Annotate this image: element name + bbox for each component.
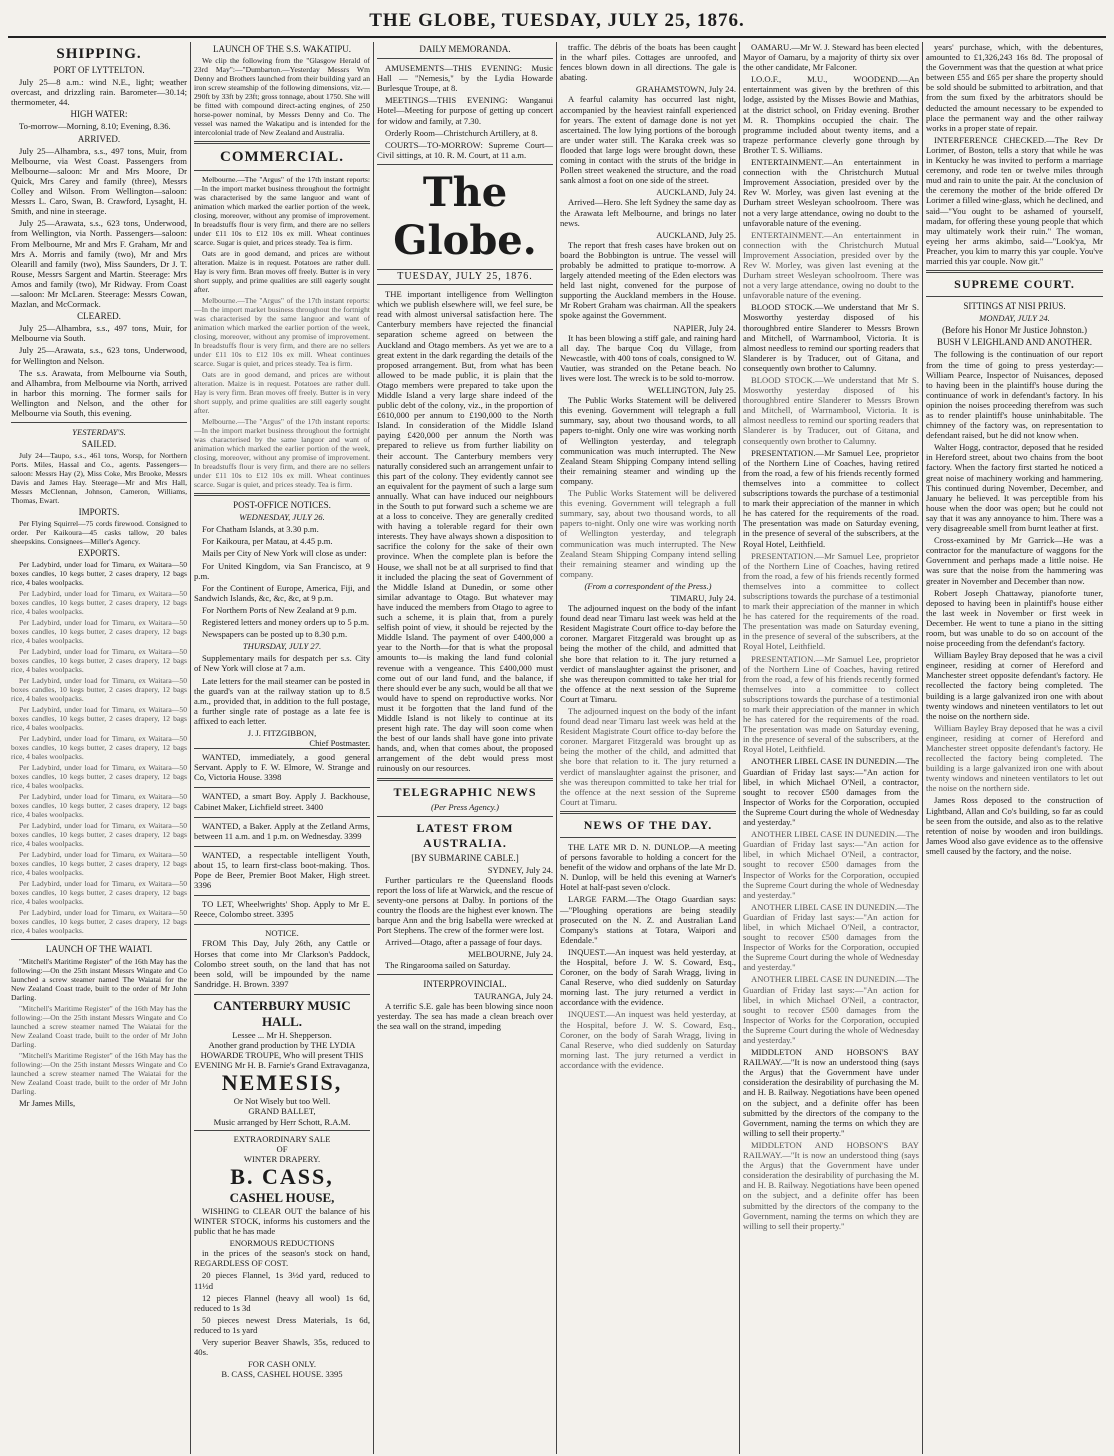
shipping-note: The s.s. Arawata, from Melbourne via South, and Alhambra, from Melbourne via North, arrived in harbor this morning. The former sails for Wellington and Nelson, and the other for Melbourne via South, this evening. [11,367,187,418]
notice-heading: NOTICE. [265,928,299,939]
exports-entry: Per Ladybird, under load for Timaru, ex Waitara—50 boxes candles, 10 kegs butter, 2 cases drapery, 12 bags rice, 4 bales woolpacks. [11,821,187,849]
high-water-label: HIGH WATER: [70,109,128,120]
sale-cash: FOR CASH ONLY. [248,1359,316,1370]
court-text: Walter Hogg, contractor, deposed that he resided in Hereford street, about two chains from the boot factory. When the factory first started he noticed a great noise of machinery working and hammering. This continued during November, December, and January he believed. It was perceptible from his house when the door was open; but he could not say that it was any annoyance to him. There was a very disagreeable smell from burnt leather at first. [926,442,1103,534]
music-hall-music: Music arranged by Herr Schott, R.A.M. [213,1116,351,1127]
tauranga-text: A terrific S.E. gale has been blowing since noon yesterday. The sea has made a clean breach over the sea wall on the strand, impeding [377,1000,553,1032]
exports-entry: Per Ladybird, under load for Timaru, ex Waitara—50 boxes candles, 10 kegs butter, 2 cases drapery, 12 bags rice, 4 bales woolpacks. [11,676,187,704]
music-hall-show-sub: Or Not Wisely but too Well. [233,1096,331,1107]
sale-house: CASHEL HOUSE, [229,1189,335,1205]
postoffice-item: Registered letters and money orders up to 5 p.m. [202,617,370,628]
wanted-ad-text: WANTED, a respectable intelligent Youth, about 15, to learn first-class boot-making. Thos. Pope de Beer, Premier Boot Maker, High street. 3396 [194,849,370,891]
tauranga-dateline: TAURANGA, July 24. [473,990,553,1001]
globe-title: The Globe. [393,168,537,264]
court-text: James Ross deposed to the construction of Lightband, Allan and Co's building, so far as could be seen from the outside, and also as to the relative retention of noise by wooden and iron buildings. James Wood also gave evidence as to the offensive smell caused by the factory, and the noise. [926,795,1103,856]
auckland-dateline-2: AUCKLAND, July 25. [656,229,736,240]
sale-item: 12 pieces Flannel (heavy all wool) 1s 6d, reduced to 1s 3d [194,1292,370,1313]
news-item: INQUEST.—An inquest was held yesterday, at the Hospital, before J. W. S. Coward, Esq., Coroner, on the body of Sarah Wragg, living in Canal Reserve, who died suddenly on Saturday morning last. The jury returned a verdict in accordance with the evidence. [560,1009,736,1070]
exports-entry: Per Ladybird, under load for Timaru, ex Waitara—50 boxes candles, 10 kegs butter, 2 cases drapery, 12 bags rice, 4 bales woolpacks. [11,850,187,878]
wanted-ad [194,787,370,816]
postoffice-item: For Kaikoura, per Matau, at 4.45 p.m. [202,536,333,547]
wanted-ad [194,817,370,846]
masthead: THE GLOBE, TUESDAY, JULY 25, 1876. [8,6,1106,38]
weather-report: July 25—8 a.m.: wind N.E., light; weather overcast, and drizzling rain. Barometer—30.14; thermometer, 44. [11,77,187,108]
music-hall-ad [194,994,370,1130]
telegraphic-heading: TELEGRAPHIC NEWS [393,784,537,799]
exports-entry: Per Ladybird, under load for Timaru, ex Waitara—50 boxes candles, 10 kegs butter, 2 cases drapery, 12 bags rice, 4 bales woolpacks. [11,560,187,588]
sydney-dateline: SYDNEY, July 24. [487,864,553,875]
shipping-heading: SHIPPING. [56,46,142,62]
postoffice-item: Mails per City of New York will close as under: [202,548,367,559]
exports-entry: Per Ladybird, under load for Timaru, ex Waitara—50 boxes candles, 10 kegs butter, 2 cases drapery, 12 bags rice, 4 bales woolpacks. [11,647,187,675]
wellington-dateline: WELLINGTON, July 25. [647,385,736,396]
judge-sub: (Before his Honor Mr Justice Johnston.) [942,325,1087,336]
postoffice-day: WEDNESDAY, JULY 26. [239,512,325,523]
melbourne-dateline: MELBOURNE, July 24. [468,949,553,960]
postoffice-day: THURSDAY, JULY 27. [242,641,322,652]
news-item: THE LATE MR D. N. DUNLOP.—A meeting of persons favorable to holding a concert for the benefit of the widow and orphans of the late Mr D. N. Dunlop, will be held this evening at Warner's Hotel at half-past seven o'clock. [560,841,736,893]
port-subheading: PORT OF LYTTELTON. [53,65,145,75]
music-hall-text: Another grand production by THE LYDIA HOWARDE TROUPE, Who will present THIS EVENING Mr H. B. Farnie's Grand Extravaganza, [194,1040,370,1071]
libel-case-text: ANOTHER LIBEL CASE IN DUNEDIN.—The Guardian of Friday last says:—"An action for libel, in which Michael O'Neil, a contractor, sought to recover £500 damages from the Inspector of Works for the Corporation, occupied the Supreme Court during the whole of Wednesday and yesterday." [743,901,919,973]
libel-case-text: ANOTHER LIBEL CASE IN DUNEDIN.—The Guardian of Friday last says:—"An action for libel, in which Michael O'Neil, a contractor, sought to recover £500 damages from the Inspector of Works for the Corporation, occupied the Supreme Court during the whole of Wednesday and yesterday." [743,829,919,900]
launch-waiati-text: "Mitchell's Maritime Register" of the 16th May has the following:—On the 25th instant Messrs Wingate and Co launched a screw steamer named The Waiatai for the New Zealand Coast trade, built to the order of Mr John Darling. [11,1003,187,1049]
high-water-times: To-morrow—Morning, 8.10; Evening, 8.36. [19,121,171,132]
column-2 [191,42,374,1454]
exports-entry: Per Ladybird, under load for Timaru, ex Waitara—50 boxes candles, 10 kegs butter, 2 cases drapery, 12 bags rice, 4 bales woolpacks. [11,705,187,733]
imports-label: IMPORTS. [78,507,120,518]
railway-text: MIDDLETON AND HOBSON'S BAY RAILWAY.—"It is now an understood thing (says the Argus) that the Government have under consideration the desirability of purchasing the M. and H. B. Railway. Negotiations have been opened on the subject, and a definite offer has been submitted by the directors of the company to the Government, naming the terms on which they are willing to sell their property." [743,1047,919,1138]
railway-text: MIDDLETON AND HOBSON'S BAY RAILWAY.—"It is now an understood thing (says the Argus) that the Government have under consideration the desirability of purchasing the M. and H. B. Railway. Negotiations have been opened on the subject, and a definite offer has been submitted by the directors of the company to the Government, naming the terms on which they are willing to sell their property." [743,1139,919,1231]
to-let-text: TO LET, Wheelwrights' Shop. Apply to Mr E. Reece, Colombo street. 3395 [194,899,370,920]
postmaster-name: J. J. FITZGIBBON, [247,727,317,738]
sittings-sub: SITTINGS AT NISI PRIUS. [963,301,1066,312]
exports-entry: Per Ladybird, under load for Timaru, ex Waitara—50 boxes candles, 10 kegs butter, 2 cases drapery, 12 bags rice, 4 bales woolpacks. [11,879,187,907]
correspondent-sub: (From a correspondent of the Press.) [584,580,712,591]
telegraphic-sub: (Per Press Agency.) [430,801,499,812]
interprovincial-heading: INTERPROVINCIAL. [423,978,507,989]
blood-stock-text: BLOOD STOCK.—We understand that Mr S. Mosworthy yesterday disposed of his thoroughbred entire Slanderer to Messrs Brown and Mitchell, of Warrnambool, Victoria. It is almost needless to remind our sporting readers that Slanderer is by Traducer, out of Gitana, and consequently own brother to Calumny. [743,375,919,446]
timaru-dateline: TIMARU, July 24. [670,592,736,603]
music-hall-ballet: GRAND BALLET, [248,1106,316,1117]
sydney-text: Further particulars re the Queensland floods report the loss of life at Warwick, and the rescue of seventy-one persons at Dalby. In portions of the country the floods are the highest ever known. The barque Ann and the brig Isabella were wrecked at Port Stephens. The crew of the former were lost. [377,874,553,936]
notice-ad [194,924,370,994]
latest-heading: LATEST FROM AUSTRALIA. [416,820,514,850]
wanted-ad-text: WANTED, immediately, a good general Servant. Apply to F. W. Elmore, W. Strange and Co, Victoria House. 3398 [194,752,370,783]
supreme-heading: SUPREME COURT. [954,277,1075,292]
sale-name: B. CASS, [230,1163,334,1189]
commercial-text: Melbourne.—The "Argus" of the 17th instant reports:—In the import market business throughout the fortnight was characterised by the same languor and want of animation which marked the earlier portion of the week, closing, moreover, without any promise of improvement. In breadstuffs flour is very firm, and there are no sellers under £11 10s to £12 10s ex mill. Wheat continues scarce. Sugar is quiet, and prices steady. Tea is firm. [194,296,370,369]
exports-label: EXPORTS. [78,548,120,559]
arrived-entry: July 25—Arawata, s.s., 623 tons, Underwood, from Wellington, via North. Passengers—saloon: From Melbourne, Mr and Mrs F. Graham, Mr and Mrs A. Morris and family (two), Mr and Mrs Olearill and family (two), Miss Saunders, Dr J. T. Rouse, Messrs Sargent and Martin. Steerage: Mrs Amos and family (two), Mr Ridway. From Coast—saloon: Mr McLaren. Steerage: Messrs Cowan, Mazlan, and McCormack. [11,218,187,310]
postoffice-item: For United Kingdom, via San Francisco, at 9 p.m. [194,560,370,581]
commercial-text: Melbourne.—The "Argus" of the 17th instant reports:—In the import market business throughout the fortnight was characterised by the same languor and want of animation which marked the earlier portion of the week, closing, moreover, without any promise of improvement. In breadstuffs flour is very firm, and there are no sellers under £11 10s to £12 10s ex mill. Wheat continues scarce. Sugar is quiet, and prices steady. Tea is firm. [194,417,370,490]
court-text: Robert Joseph Chattaway, pianoforte tuner, deposed to having been in plaintiff's house either the last week in November or first week in December. He went to tune a piano in the sitting room, but was unable to do so on account of the noise proceeding from the defendant's factory. [926,587,1103,649]
sale-footer: B. CASS, CASHEL HOUSE. 3395 [221,1369,343,1380]
wellington-text: The Public Works Statement will be delivered this evening. Government will telegraph a full summary, say, about two thousand words, to all papers to-night. Only one wire was working north of Wellington yesterday, and telegraph communication was much interrupted. The New Zealand Steam Shipping Company intend selling their remaining steamer and winding up the company. [560,395,736,486]
presentation-text: PRESENTATION.—Mr Samuel Lee, proprietor of the Northern Line of Coaches, having retired from the road, a few of his friends recently formed themselves into a committee to collect subscriptions towards the purchase of a testimonial to mark their appreciation of the manner in which he has catered for the requirements of the road. The presentation was made on Saturday evening, in the presence of several of the subscribers, at the Royal Hotel, Leithfield. [743,653,919,755]
sale-item: 20 pieces Flannel, 1s 3½d yard, reduced to 11½d [194,1270,370,1291]
exports-entry: Per Ladybird, under load for Timaru, ex Waitara—50 boxes candles, 10 kegs butter, 2 cases drapery, 12 bags rice, 4 bales woolpacks. [11,763,187,791]
launch-waiati-text: "Mitchell's Maritime Register" of the 16th May has the following:—On the 25th instant Messrs Wingate and Co launched a screw steamer named The Waiatai for the New Zealand Coast trade, built to the order of Mr John Darling. [11,1050,187,1096]
column-5 [740,42,923,1454]
napier-text: It has been blowing a stiff gale, and raining hard all day. The barque Coq du Village, from Newcastle, with 400 tons of coals, consigned to W. Vautier, was stranded on the Petane beach. No lives were lost. The wreck is to be sold to-morrow. [560,332,736,383]
presentation-text: PRESENTATION.—Mr Samuel Lee, proprietor of the Northern Line of Coaches, having retired from the road, a few of his friends recently formed themselves into a committee to collect subscriptions towards the purchase of a testimonial to mark their appreciation of the manner in which he has catered for the requirements of the road. The presentation was made on Saturday evening, in the presence of several of the subscribers, at the Royal Hotel, Leithfield. [743,447,919,549]
court-text: William Bayley Bray deposed that he was a civil engineer, residing at corner of Hereford and Manchester street opposite defendant's factory. He recollected the factory being completed. The building is a large galvanized iron one with about twenty windows and nineteen ventilators to let out the noise on the northern side. [926,722,1103,794]
memoranda-orderly: Orderly Room—Christchurch Artillery, at 8. [385,127,538,138]
news-item: INQUEST.—An inquest was held yesterday, at the Hospital, before J. W. S. Coward, Esq., Coroner, on the body of Sarah Wragg, living in Canal Reserve, who died suddenly on Saturday morning last. The jury returned a verdict in accordance with the evidence. [560,946,736,1008]
memoranda-amusements: AMUSEMENTS—THIS EVENING: Music Hall — "Nemesis," by the Lydia Howarde Burlesque Troupe, at 8. [377,63,553,94]
postmaster-title: Chief Postmaster. [309,738,370,749]
commercial-text: Oats are in good demand, and prices are without alteration. Maize is in request. Potatoes are rather dull. Hay is very firm. Bran moves off freely. Butter is in very short supply, and prime qualities are still eagerly sought after. [194,249,370,295]
news-heading: NEWS OF THE DAY. [583,817,713,832]
sale-item: Very superior Beaver Shawls, 35s, reduced to 40s. [194,1337,370,1358]
sale-text2: in the prices of the season's stock on hand, REGARDLESS OF COST. [194,1248,370,1269]
exports-entry: Per Ladybird, under load for Timaru, ex Waitara—50 boxes candles, 10 kegs butter, 2 cases drapery, 12 bags rice, 4 bales woolpacks. [11,908,187,936]
yesterdays-label: YESTERDAY'S. [72,427,126,438]
footer-name: Mr James Mills, [19,1097,76,1108]
wanted-ad-text: WANTED, a smart Boy. Apply J. Backhouse, Cabinet Maker, Lichfield street. 3400 [194,791,370,812]
case-sub: BUSH V LEIGHLAND AND ANOTHER. [937,337,1092,348]
wanted-ad [194,846,370,895]
notice-text: FROM This Day, July 26th, any Cattle or Horses that come into Mr Clarkson's Paddock, Colombo street south, on the land that has not been sold, will be impounded by the name Sandridge. H. Brown. 3397 [194,938,370,989]
auckland-dateline: AUCKLAND, July 24. [656,187,736,198]
oddfellows-text: I.O.O.F., M.U., WOODEND.—An entertainment was given by the brethren of this lodge, assisted by the Misses Bowie and Mathias, at the district school, on Friday evening. Brother M. R. Thompkins occupied the chair. The programme included about twenty items, and a trapeze performance cleverly gone through by Brother T. S. Williams. [743,74,919,155]
sale-of: OF [276,1143,288,1154]
postoffice-item: Newspapers can be posted up to 8.30 p.m. [202,629,348,640]
sale-ad [194,1130,370,1383]
napier-dateline: NAPIER, July 24. [673,322,736,333]
memoranda-courts: COURTS—TO-MORROW: Supreme Court—Civil sittings, at 10. R. M. Court, at 11 a.m. [377,139,553,160]
cleared-entry: July 25—Arawata, s.s., 623 tons, Underwood, for Wellington and Nelson. [11,345,187,366]
postoffice-item: For the Continent of Europe, America, Fiji, and Sandwich Islands, &c, &c, &c, at 9 p.m. [194,582,370,603]
sailed-entry: July 24—Taupo, s.s., 461 tons, Worsp, for Northern Ports. Miles, Hassal and Co., agents. Passengers—saloon: Messrs Hay (2), Miss Coke, Mrs Brooke, Messrs Davis and James Hay. Steerage—Mr and Mrs Hall, Messrs McClennan, Johnson, Cameron, Williams, Thomas, Ewart. [11,451,187,506]
to-let-ad [194,895,370,924]
tauranga-continued: traffic. The débris of the boats has been caught in the wharf piles. Cottages are unroofed, and fences blown down in all directions. The gale is abating. [560,42,736,83]
postoffice-item: For Chatham Islands, at 3.30 p.m. [202,524,319,535]
wellington-text: The Public Works Statement will be delivered this evening. Government will telegraph a full summary, say, about two thousand words, to all papers to-night. Only one wire was working north of Wellington yesterday, and telegraph communication was much interrupted. The New Zealand Steam Shipping Company intend selling their remaining steamer and winding up the company. [560,488,736,579]
cleared-label: CLEARED. [77,311,121,322]
graham-text: A fearful calamity has occurred last night, accompanied by the heaviest rainfall experienced for years. The extent of damage done is not yet ascertained. The low lying portions of the borough are under water still. The Karaka creek was so flooded that large logs were brought down, these coming in contact with the struts of the bridge in Pollen street weakened the structure, and the road sank almost a foot on one side of the street. [560,94,736,186]
column-3 [374,42,557,1454]
melbourne-text: The Ringarooma sailed on Saturday. [385,959,511,970]
music-hall-show: NEMESIS, [221,1070,343,1096]
sale-winter: WINTER DRAPERY. [243,1153,321,1164]
monday-sub: MONDAY, JULY 24. [979,313,1050,324]
imports-entry: Per Flying Squirrel—75 cords firewood. Consigned to order. Per Kaikoura—45 casks tallow, 20 bales sheepskins. Consignees—Miller's Agency. [11,519,187,547]
postoffice-item: For Northern Ports of New Zealand at 9 p.m. [202,604,357,615]
leader-text: THE important intelligence from Wellington which we publish elsewhere will, we feel sure, be read with almost universal satisfaction here. The Canterbury members have rejected the financial separation scheme agreed on between the Auckland and Otago members. As yet we are to a great extent in the dark regarding the details of the proposed arrangement. But, from what has been allowed to be made public, it is plain that the Otago members were prepared to take upon the Middle Island a very large share indeed of the public debt of the colony, viz., in the proportion of £610,000 per annum to £190,000 to the North Island. In consideration of the Middle Island paying £420,000 per annum the North was prepared to relieve us from further liability on their account. The Canterbury members very naturally considered such an arrangement unfair to this part of the colony. They evidently cannot see an equivalent for the payment of such a large sum annually. What can have induced our neighbours in the South to put forward such a scheme we are at a loss to conceive. They are generally credited with having a tolerable regard for their own interests. They have always shown a disposition to sacrifice the colony for the sake of their own province. When the complete plan is before the House, we shall not be at all surprised to find that it included the placing the seat of Government of the Middle Island at Dunedin, or some other similar advantage to Otago. But whatever may have induced the members from Otago to agree to such a scheme, it is plain that, from a purely selfish point of view, it should be rejected by the Middle Island. The payment of over £400,000 a year to the North—for that is what the proposal amounts to—is making the land fund colonial revenue with a vengeance. This £400,000 must come out of our land fund, and the balance, if there should ever be any such, would be all that we would have to spend on reproductive works. Nor must it be forgotten that the land fund of the Middle Island is not likely to continue at its present high rate. The day will soon come when the best of our lands shall have gone into private hands, and, when that comes about, the proposed arrangement of the debt would press most ruinously on our resources. [377,289,553,774]
columns [8,42,1106,1454]
news-item: LARGE FARM.—The Otago Guardian says:—"Ploughing operations are being steadily prosecuted on the N. Z. and Australian Land Company's stations at Totara, Waipori and Edendale." [560,894,736,945]
column-1 [8,42,191,1454]
postoffice-item: Late letters for the mail steamer can be posted in the guard's van at the railway station up to 8.5 a.m., provided that, in addition to the full postage, a further single rate of postage as a late fee is affixed to each letter. [194,675,370,726]
libel-case-text: ANOTHER LIBEL CASE IN DUNEDIN.—The Guardian of Friday last says:—"An action for libel, in which Michael O'Neil, a contractor, sought to recover £500 damages from the Inspector of Works for the Corporation, occupied the Supreme Court during the whole of Wednesday and yesterday." [743,974,919,1045]
court-text: Cross-examined by Mr Garrick—He was a contractor for the manufacture of waggons for the Government and perhaps made a little noise. He was sure that the noise from the hammering was greater in November and December than now. [926,535,1103,586]
sailed-label: SAILED. [81,439,117,450]
interference-text: INTERFERENCE CHECKED.—The Rev Dr Lorimer, of Boston, tells a story that while he was in Kentucky he was invited to perform a marriage ceremony, and rode ten or twelve miles through mud and rain to unite the pair. At the conclusion of the ceremony the mother of the bride offered Dr Lorimer a filled wine-glass, which he declined, and said—"You ought to be ashamed of yourself, madam, for offering these young people that which may ultimately work their ruin." The woman, eyeing her arms akimbo, said—"Look'ya, Mr Preacher, you kim to marry this yar couple. You've married this yar couple. Now git." [926,134,1103,266]
court-text: William Bayley Bray deposed that he was a civil engineer, residing at corner of Hereford and Manchester street opposite defendant's factory. He recollected the factory being completed. The building is a large galvanized iron one with about twenty windows and nineteen ventilators to let out the noise on the northern side. [926,650,1103,721]
wanted-ad [194,748,370,787]
music-hall-name: CANTERBURY MUSIC HALL. [213,997,351,1029]
railway-continued: years' purchase, which, with the debentures, amounted to £1,326,243 16s 8d. The proposal of the Government was that the question at what price between £55 and £65 per share the property should be sold should be submitted to arbitration, and that from the sum fixed by the arbitrators should be deducted the amount necessary to be expended to place the permanent way and the other railway works in a proper state of repair. [926,42,1103,133]
commercial-heading: COMMERCIAL. [220,149,344,166]
wakatipu-text: We clip the following from the "Glasgow Herald of 23rd May":—"Dumbarton.—Yesterday Messrs Wm Denny and Brothers launched from their building yard an iron screw steamship of the following dimensions, viz.—290ft by 33ft by 23ft; gross tonnage, about 1750. She will be fitted with compound direct-acting engines, of 250 horse-power nominal, by Messrs Denny and Co. The vessel was named the Wakatipu and is intended for the intercolonial trade of New Zealand and Australia. [194,56,370,138]
commercial-text: Oats are in good demand, and prices are without alteration. Maize is in request. Potatoes are rather dull. Hay is very firm. Bran moves off freely. Butter is in very short supply, and prime qualities are still eagerly sought after. [194,370,370,416]
auckland-text-2: The report that fresh cases have broken out on board the Bobbington is untrue. The vessel will probably be admitted to pratique to-morrow. A largely attended meeting of the Eden electors was held last night, convened for the purpose of supporting the Auckland members in the House. Mr Robert Graham was chairman. All the speakers spoke against the Government. [560,239,736,321]
exports-entry: Per Ladybird, under load for Timaru, ex Waitara—50 boxes candles, 10 kegs butter, 2 cases drapery, 12 bags rice, 4 bales woolpacks. [11,589,187,617]
cable-sub: [BY SUBMARINE CABLE.] [411,852,519,863]
entertainment-text: ENTERTAINMENT.—An entertainment in connection with the Christchurch Mutual Improvement Association, presided over by the Rev W. Morley, was given last evening at the Durham street Wesleyan schoolroom. There was not a very large attendance, owing no doubt to the unfavorable nature of the evening. [743,229,919,301]
exports-entry: Per Ladybird, under load for Timaru, ex Waitara—50 boxes candles, 10 kegs butter, 2 cases drapery, 12 bags rice, 4 bales woolpacks. [11,792,187,820]
commercial-text: Melbourne.—The "Argus" of the 17th instant reports:—In the import market business throughout the fortnight was characterised by the same languor and want of animation which marked the earlier portion of the week, closing, moreover, without any promise of improvement. In breadstuffs flour is very firm, and there are no sellers under £11 10s to £12 10s ex mill. Wheat continues scarce. Sugar is quiet, and prices steady. Tea is firm. [194,175,370,248]
postoffice-heading: POST-OFFICE NOTICES. [233,500,331,511]
timaru-text: The adjourned inquest on the body of the infant found dead near Timaru last week was held at the Resident Magistrate Court office to-day before the coroner. Margaret Fitzgerald was brought up as being the mother of the child, and admitted that she bore that relation to it. The jury returned a verdict of manslaughter against the prisoner, and she was thereupon committed to take her trial for the offence at the next session of the Supreme Court at Timaru. [560,603,736,704]
wakatipu-heading: LAUNCH OF THE S.S. WAKATIPU. [213,44,351,54]
cleared-entry: July 25—Alhambra, s.s., 497 tons, Muir, for Melbourne via South. [11,323,187,344]
libel-case-text: ANOTHER LIBEL CASE IN DUNEDIN.—The Guardian of Friday last says:—"An action for libel, in which Michael O'Neil, a contractor, sought to recover £500 damages from the Inspector of Works for the Corporation, occupied the Supreme Court during the whole of Wednesday and yesterday." [743,756,919,828]
launch-waiati-heading: LAUNCH OF THE WAIATI. [45,944,153,955]
column-4 [557,42,740,1454]
exports-entry: Per Ladybird, under load for Timaru, ex Waitara—50 boxes candles, 10 kegs butter, 2 cases drapery, 12 bags rice, 4 bales woolpacks. [11,618,187,646]
memoranda-meetings: MEETINGS—THIS EVENING: Wanganui Hotel—Meeting for purpose of getting up concert for widow and family, at 7.30. [377,95,553,126]
auckland-text: Arrived—Hero. She left Sydney the same day as the Arawata left Melbourne, and brings no later news. [560,197,736,228]
timaru-text: The adjourned inquest on the body of the infant found dead near Timaru last week was held at the Resident Magistrate Court office to-day before the coroner. Margaret Fitzgerald was brought up as being the mother of the child, and admitted that she bore that relation to it. The jury returned a verdict of manslaughter against the prisoner, and she was thereupon committed to take her trial for the offence at the next session of the Supreme Court at Timaru. [560,706,736,807]
wanted-ad-text: WANTED, a Baker. Apply at the Zetland Arms, between 11 a.m. and 1 p.m. on Wednesday. 3399 [194,820,370,841]
arrived-entry: July 25—Alhambra, s.s., 497 tons, Muir, from Melbourne, via West Coast. Passengers from Melbourne—saloon: Mr and Mrs Moore, Dr Quick, Mrs Carey and family (three), Messrs Colley and Wilson. From Wellington—saloon: Messrs L. Caro, Swan, B. Crawford, Lysaght, H. Smith, and nine in steerage. [11,145,187,217]
exports-entry: Per Ladybird, under load for Timaru, ex Waitara—50 boxes candles, 10 kegs butter, 2 cases drapery, 12 bags rice, 4 bales woolpacks. [11,734,187,762]
sale-heading: EXTRAORDINARY SALE [233,1133,331,1144]
sale-reductions: ENORMOUS REDUCTIONS [229,1238,335,1249]
memoranda-heading: DAILY MEMORANDA. [419,44,511,54]
arrived-label: ARRIVED. [77,133,121,144]
presentation-text: PRESENTATION.—Mr Samuel Lee, proprietor of the Northern Line of Coaches, having retired from the road, a few of his friends recently formed themselves into a committee to collect subscriptions towards the purchase of a testimonial to mark their appreciation of the manner in which he has catered for the requirements of the road. The presentation was made on Saturday evening, in the presence of several of the subscribers, at the Royal Hotel, Leithfield. [743,550,919,652]
sydney-text2: Arrived—Otago, after a passage of four days. [385,937,543,948]
sale-item: 50 pieces newest Dress Materials, 1s 6d, reduced to 1s yard [194,1314,370,1335]
court-text: The following is the continuation of our report from the time of going to press yesterday:— William Pearce, Inspector of Nuisances, deposed to having been in the plaintiff's house during the continuance of work in defendant's factory. In his opinion the noises proceeding therefrom was such as to render plaintiff's house uninhabitable. The chimney of the factory was, on representation to defendant raised, but he did not know when. [926,349,1103,441]
graham-dateline: GRAHAMSTOWN, July 24. [635,84,736,95]
launch-waiati-text: "Mitchell's Maritime Register" of the 16th May has the following:—On the 25th instant Messrs Wingate and Co launched a screw steamer named The Waiatai for the New Zealand Coast trade, built to the order of Mr John Darling. [11,956,187,1002]
entertainment-text: ENTERTAINMENT.—An entertainment in connection with the Christchurch Mutual Improvement Association, presided over by the Rev W. Morley, was given last evening at the Durham street Wesleyan schoolroom. There was not a very large attendance, owing no doubt to the unfavorable nature of the evening. [743,157,919,228]
blood-stock-text: BLOOD STOCK.—We understand that Mr S. Mosworthy yesterday disposed of his thoroughbred entire Slanderer to Messrs Brown and Mitchell, of Warrnambool, Victoria. It is almost needless to remind our sporting readers that Slanderer is by Traducer, out of Gitana, and consequently own brother to Calumny. [743,302,919,373]
music-hall-lessee: Lessee ... Mr H. Shepperson. [232,1029,332,1040]
column-6 [923,42,1106,1454]
leader-dateline: TUESDAY, JULY 25, 1876. [377,269,553,285]
sale-text: WISHING to CLEAR OUT the balance of his WINTER STOCK, informs his customers and the public that he has made [194,1205,370,1237]
postoffice-item: Supplementary mails for despatch per s.s. City of New York will close at 7 a.m. [194,653,370,674]
oamaru-text: OAMARU.—Mr W. J. Steward has been elected Mayor of Oamaru, by a majority of thirty six over the other candidate, Mr Falconer. [743,42,919,73]
